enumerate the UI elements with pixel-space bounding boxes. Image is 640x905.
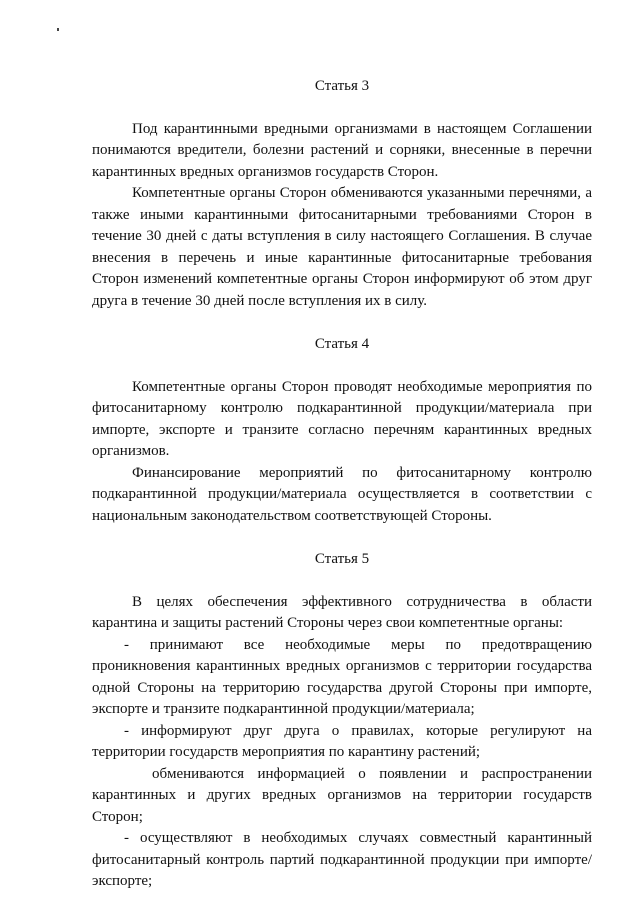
document-body <box>92 76 592 893</box>
scan-speck <box>57 28 59 31</box>
article-5-item-4: - осуществляют в необходимых случаях совместный карантинный фитосанитарный контроль партий подкарантинной продукции при импорте/экспорте; <box>92 830 592 889</box>
article-4-paragraph-2: Финансирование мероприятий по фитосанитарному контролю подкарантинной продукции/материала осуществляется в соответствии с национальным законодательством соответствующей Стороны. <box>92 464 592 524</box>
article-3-title: Статья 3 <box>314 78 370 94</box>
article-5-intro: В целях обеспечения эффективного сотрудничества в области карантина и защиты растений Стороны через свои компетентные органы: <box>92 593 592 631</box>
article-3-paragraph-2: Компетентные органы Сторон обмениваются указанными перечнями, а также иными карантинными фитосанитарными требованиями Сторон в течение 30 дней с даты вступления в силу настоящего Соглашения. В случае внесения в перечень и иные карантинные фитосанитарные требования Сторон изменений компетентные органы Сторон информируют об этом друг друга в течение 30 дней после вступления их в силу. <box>92 185 592 309</box>
article-4-title: Статья 4 <box>314 336 370 352</box>
article-5-title: Статья 5 <box>314 551 370 567</box>
article-5-item-2: - информируют друг друга о правилах, которые регулируют на территории государств мероприятия по карантину растений; <box>92 722 592 760</box>
article-4-paragraph-1: Компетентные органы Сторон проводят необходимые мероприятия по фитосанитарному контролю подкарантинной продукции/материала при импорте, экспорте и транзите согласно перечням карантинных вредных организмов. <box>92 378 592 459</box>
article-5-item-1: - принимают все необходимые меры по предотвращению проникновения карантинных вредных организмов с территории государства одной Стороны на территорию государства другой Стороны при импорте, экспорте и транзите подкарантинной продукции/материала; <box>92 636 592 717</box>
article-5-item-3: обмениваются информацией о появлении и распространении карантинных и других вредных организмов на территории государств Сторон; <box>92 765 592 825</box>
article-3-paragraph-1: Под карантинными вредными организмами в настоящем Соглашении понимаются вредители, болезни растений и сорняки, внесенные в перечни карантинных вредных организмов государств Сторон. <box>92 120 592 180</box>
